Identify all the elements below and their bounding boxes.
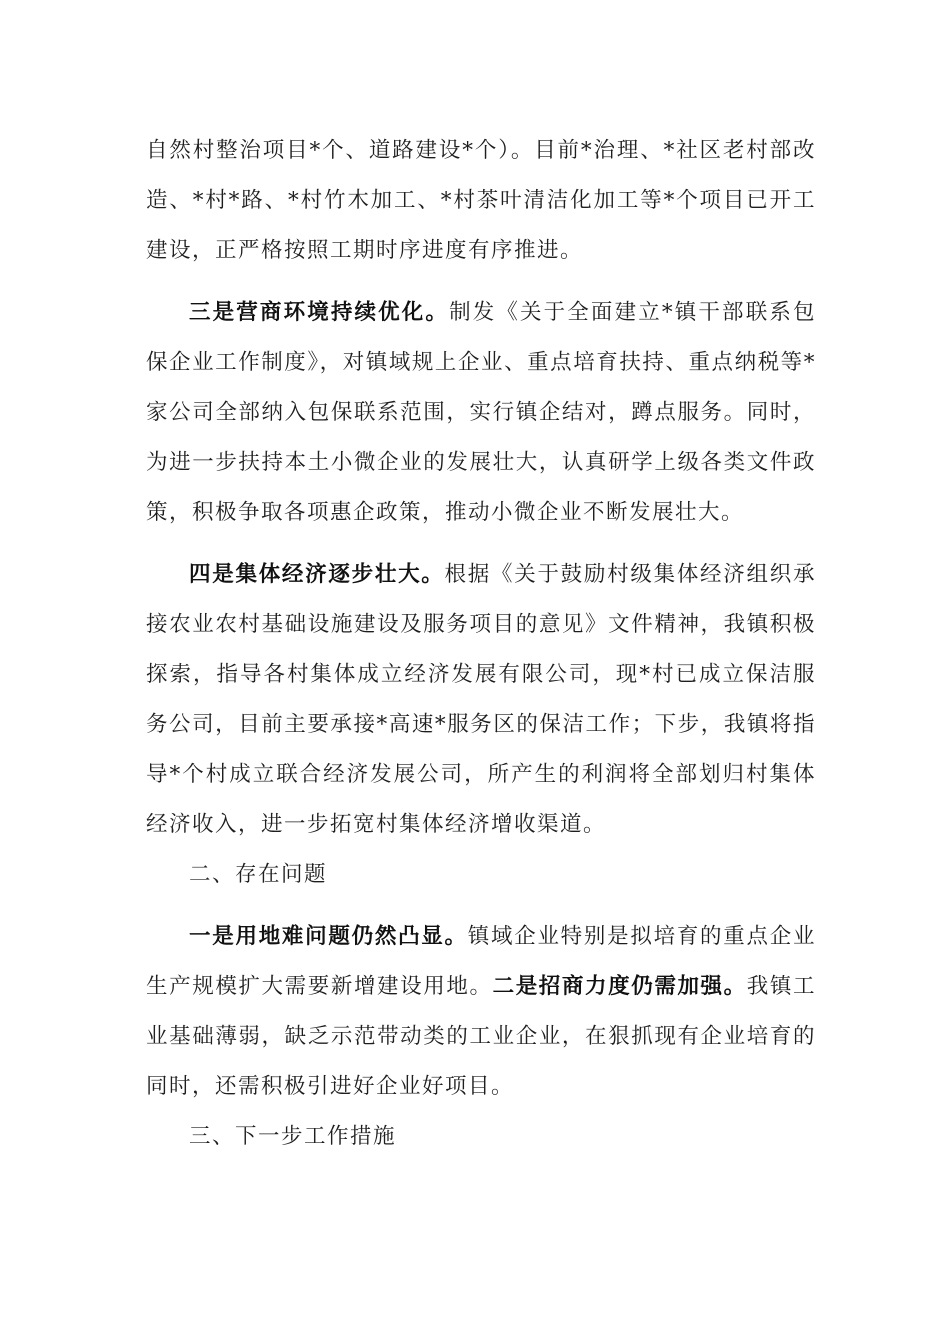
paragraph-collective-economy <box>146 550 816 850</box>
paragraph-body-collective-economy: 根据《关于鼓励村级集体经济组织承接农业农村基础设施建设及服务项目的意见》文件精神，我镇积极探索，指导各村集体成立经济发展有限公司，现*村已成立保洁服务公司，目前主要承接*高速*服务区的保洁工作；下步，我镇将指导*个村成立联合经济发展公司，所产生的利润将全部划归村集体经济收入，进一步拓宽村集体经济增收渠道。 <box>146 562 816 837</box>
paragraph-lead-business-environment: 三是营商环境持续优化。 <box>189 300 450 325</box>
paragraph-body-business-environment: 制发《关于全面建立*镇干部联系包保企业工作制度》，对镇域规上企业、重点培育扶持、重点纳税等*家公司全部纳入包保联系范围，实行镇企结对，蹲点服务。同时，为进一步扶持本土小微企业的发展壮大，认真研学上级各类文件政策，积极争取各项惠企政策，推动小微企业不断发展壮大。 <box>146 300 816 525</box>
paragraph-body-land-use: 镇域企业特别是拟培育的重点企业生产规模扩大需要新增建设用地。 <box>146 924 816 999</box>
section-heading-problems: 二、存在问题 <box>189 862 328 887</box>
paragraph-body-investment: 我镇工业基础薄弱，缺乏示范带动类的工业企业，在狠抓现有企业培育的同时，还需积极引进好企业好项目。 <box>146 974 816 1099</box>
section-heading-next-steps: 三、下一步工作措施 <box>189 1124 397 1149</box>
paragraph-lead-land-use: 一是用地难问题仍然凸显。 <box>189 924 468 949</box>
paragraph-lead-collective-economy: 四是集体经济逐步壮大。 <box>189 562 445 587</box>
paragraph-project-progress: 自然村整治项目*个、道路建设*个）。目前*治理、*社区老村部改造、*村*路、*村竹木加工、*村茶叶清洁化加工等*个项目已开工建设，正严格按照工期时序进度有序推进。 <box>146 138 816 263</box>
paragraph-lead-investment: 二是招商力度仍需加强。 <box>492 974 747 999</box>
paragraph-business-environment <box>146 288 816 538</box>
document-page <box>146 126 816 1162</box>
paragraph-problems <box>146 912 816 1112</box>
